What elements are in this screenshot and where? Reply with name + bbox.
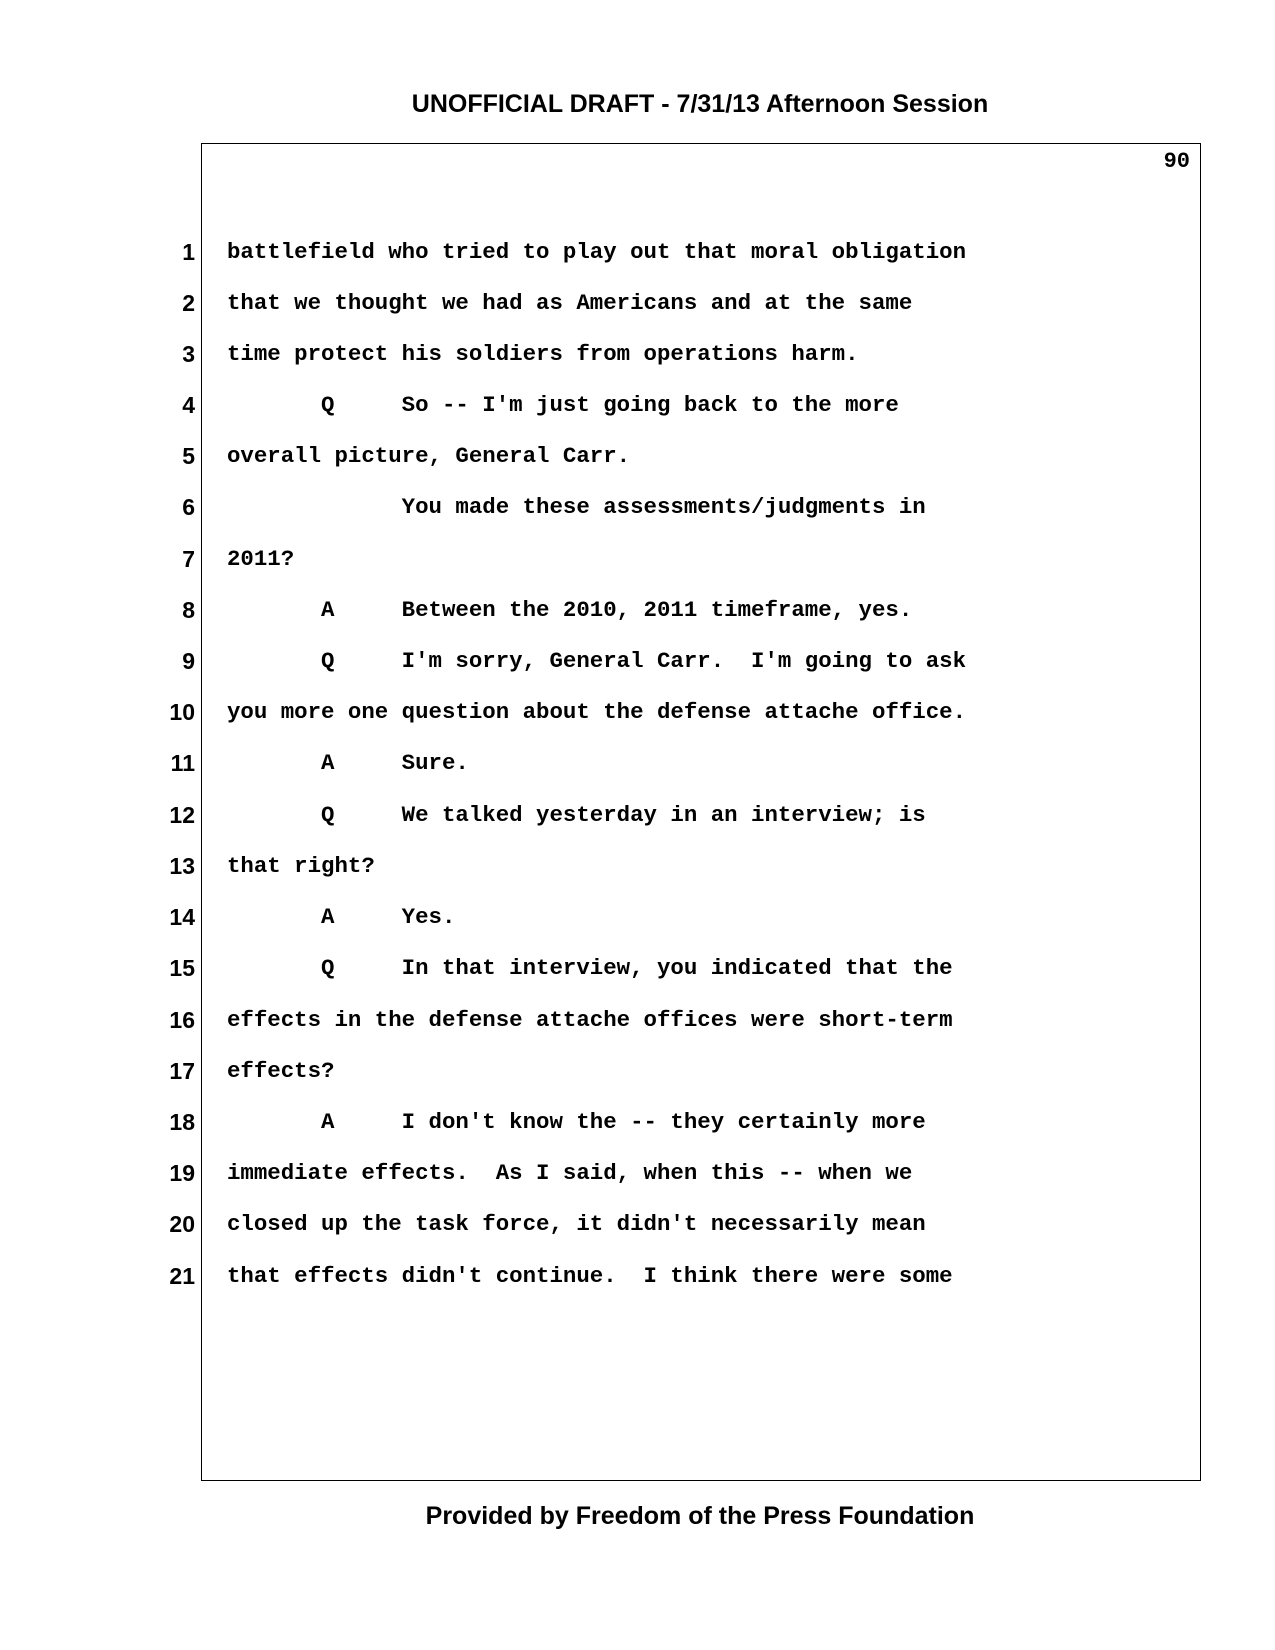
line-text: Q So -- I'm just going back to the more: [227, 392, 899, 418]
line-text: 2011?: [227, 546, 295, 572]
transcript-line: [0, 341, 1275, 381]
transcript-line: [0, 546, 1275, 586]
transcript-line: [0, 802, 1275, 842]
line-text: closed up the task force, it didn't necessarily mean: [227, 1211, 926, 1237]
transcript-line: [0, 290, 1275, 330]
line-number: 14: [169, 904, 195, 930]
transcript-line: [0, 904, 1275, 944]
transcript-line: [0, 392, 1275, 432]
line-number: 2: [182, 290, 195, 316]
transcript-line: [0, 750, 1275, 790]
line-number: 4: [182, 392, 195, 418]
page-number: 90: [1163, 149, 1190, 174]
line-text: that we thought we had as Americans and at the same: [227, 290, 913, 316]
line-number: 17: [169, 1058, 195, 1084]
line-number: 20: [169, 1211, 195, 1237]
line-number: 18: [169, 1109, 195, 1135]
document-footer: Provided by Freedom of the Press Foundation: [425, 1502, 975, 1530]
line-text: A Sure.: [227, 750, 469, 776]
line-number: 5: [182, 443, 195, 469]
transcript-line: [0, 1058, 1275, 1098]
document-header: UNOFFICIAL DRAFT - 7/31/13 Afternoon Session: [411, 90, 989, 118]
line-text: immediate effects. As I said, when this -- when we: [227, 1160, 913, 1186]
line-text: that right?: [227, 853, 375, 879]
line-text: time protect his soldiers from operations harm.: [227, 341, 859, 367]
line-number: 16: [169, 1007, 195, 1033]
line-number: 11: [170, 750, 195, 776]
line-number: 10: [169, 699, 195, 725]
transcript-line: [0, 699, 1275, 739]
line-number: 12: [169, 802, 195, 828]
transcript-line: [0, 1263, 1275, 1303]
line-text: that effects didn't continue. I think there were some: [227, 1263, 953, 1289]
line-text: overall picture, General Carr.: [227, 443, 631, 469]
line-text: You made these assessments/judgments in: [227, 494, 926, 520]
line-text: battlefield who tried to play out that moral obligation: [227, 239, 967, 265]
line-number: 15: [169, 955, 195, 981]
line-text: A Between the 2010, 2011 timeframe, yes.: [227, 597, 913, 623]
transcript-line: [0, 648, 1275, 688]
line-text: A Yes.: [227, 904, 456, 930]
line-text: you more one question about the defense attache office.: [227, 699, 967, 725]
line-text: Q I'm sorry, General Carr. I'm going to ask: [227, 648, 967, 674]
line-number: 6: [182, 494, 195, 520]
transcript-line: [0, 494, 1275, 534]
transcript-line: [0, 597, 1275, 637]
line-text: Q We talked yesterday in an interview; is: [227, 802, 926, 828]
transcript-line: [0, 853, 1275, 893]
line-number: 7: [182, 546, 195, 572]
transcript-line: [0, 443, 1275, 483]
line-number: 1: [182, 239, 195, 265]
line-text: effects in the defense attache offices were short-term: [227, 1007, 953, 1033]
line-number: 21: [169, 1263, 195, 1289]
line-number: 8: [182, 597, 195, 623]
line-number: 9: [182, 648, 195, 674]
transcript-line: [0, 239, 1275, 279]
transcript-line: [0, 1160, 1275, 1200]
transcript-line: [0, 1007, 1275, 1047]
line-number: 3: [182, 341, 195, 367]
line-number: 19: [169, 1160, 195, 1186]
line-text: Q In that interview, you indicated that the: [227, 955, 953, 981]
transcript-line: [0, 1109, 1275, 1149]
line-text: A I don't know the -- they certainly more: [227, 1109, 926, 1135]
line-number: 13: [169, 853, 195, 879]
transcript-line: [0, 955, 1275, 995]
transcript-line: [0, 1211, 1275, 1251]
line-text: effects?: [227, 1058, 335, 1084]
